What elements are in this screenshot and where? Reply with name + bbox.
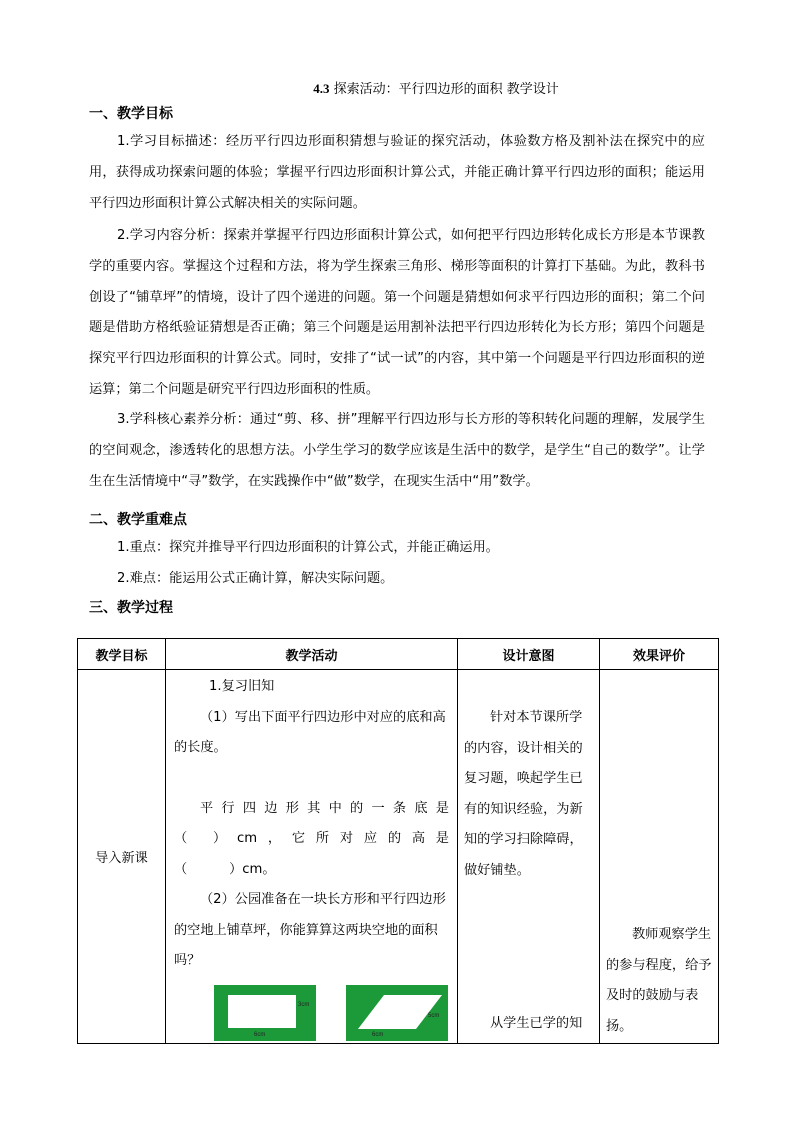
para-base-label: 6cm	[372, 1031, 384, 1038]
parallelogram-lawn-figure	[346, 985, 448, 1041]
doc-title	[0, 78, 794, 97]
activity-review: 1.复习旧知	[209, 679, 275, 694]
teaching-process-table	[77, 638, 719, 1044]
difficult-point-paragraph: 2.难点：能运用公式正确计算，解决实际问题。	[117, 571, 394, 586]
header-activity: 教学活动	[166, 639, 458, 670]
activity-fill-line-3: （ ）cm。	[174, 861, 276, 877]
section-heading-goals: 一、教学目标	[89, 106, 173, 122]
rectangle-lawn-figure	[214, 985, 316, 1041]
goal-paragraph-1: 1.学习目标描述：经历平行四边形面积猜想与验证的探究活动，体验数方格及割补法在探究中的应用，获得成功探索问题的体验；掌握平行四边形面积计算公式，并能正确计算平行四边形的面积；能运用平行四边形面积计算公式解决相关的实际问题。	[89, 134, 705, 211]
evaluation-text: 教师观察学生的参与程度，给予及时的鼓励与表扬。	[606, 927, 712, 1034]
goal-paragraph-3: 3.学科核心素养分析：通过“剪、移、拼”理解平行四边形与长方形的等积转化问题的理解，发展学生的空间观念，渗透转化的思想方法。小学生学习的数学应该是生活中的数学，是学生“自己的数学”。让学生在生活情境中“寻”数学，在实践操作中“做”数学，在现实生活中“用”数学。	[89, 412, 705, 489]
cell-intent	[458, 670, 600, 1044]
rect-height-label: 3cm	[298, 1001, 310, 1008]
section-heading-process: 三、教学过程	[89, 600, 173, 616]
header-evaluation: 效果评价	[600, 639, 719, 670]
activity-fill-line-1: 平行四边形其中的一条底是	[200, 800, 449, 816]
doc-title-number: 4.3	[313, 81, 330, 96]
header-intent: 设计意图	[458, 639, 600, 670]
section-heading-key-points: 二、教学重难点	[89, 512, 187, 528]
cell-activity	[166, 670, 458, 1044]
intent-text-1: 针对本节课所学的内容，设计相关的复习题，唤起学生已有的知识经验，为新知的学习扫除障碍，做好铺垫。	[464, 710, 583, 878]
rect-width-label: 6cm	[254, 1031, 266, 1038]
table-header-row	[78, 639, 719, 670]
header-goal: 教学目标	[78, 639, 166, 670]
intent-text-2: 从学生已学的知	[490, 1016, 583, 1031]
key-point-paragraph: 1.重点：探究并推导平行四边形面积的计算公式，并能正确运用。	[117, 540, 499, 555]
para-side-label: 5cm	[428, 1012, 440, 1019]
goal-paragraph-2: 2.学习内容分析：探索并掌握平行四边形面积计算公式，如何把平行四边形转化成长方形是本节课教学的重要内容。掌握这个过程和方法，将为学生探索三角形、梯形等面积的计算打下基础。为此，教科书创设了“铺草坪”的情境，设计了四个递进的问题。第一个问题是猜想如何求平行四边形的面积；第二个问题是借助方格纸验证猜想是否正确；第三个问题是运用割补法把平行四边形转化为长方形；第四个问题是探究平行四边形面积的计算公式。同时，安排了“试一试”的内容，其中第一个问题是平行四边形面积的逆运算；第二个问题是研究平行四边形面积的性质。	[89, 228, 705, 397]
activity-question-2: （2）公园准备在一块长方形和平行四边形的空地上铺草坪，你能算算这两块空地的面积吗？	[174, 892, 446, 968]
cell-evaluation	[600, 670, 719, 1044]
activity-fill-line-2: （ ）cm，它所对应的高是	[174, 831, 449, 846]
cell-goal: 导入新课	[78, 670, 166, 1044]
activity-question-1: （1）写出下面平行四边形中对应的底和高的长度。	[174, 709, 446, 755]
figure-row	[214, 985, 449, 1041]
doc-title-text: 探索活动：平行四边形的面积 教学设计	[333, 82, 559, 97]
table-row	[78, 670, 719, 1044]
